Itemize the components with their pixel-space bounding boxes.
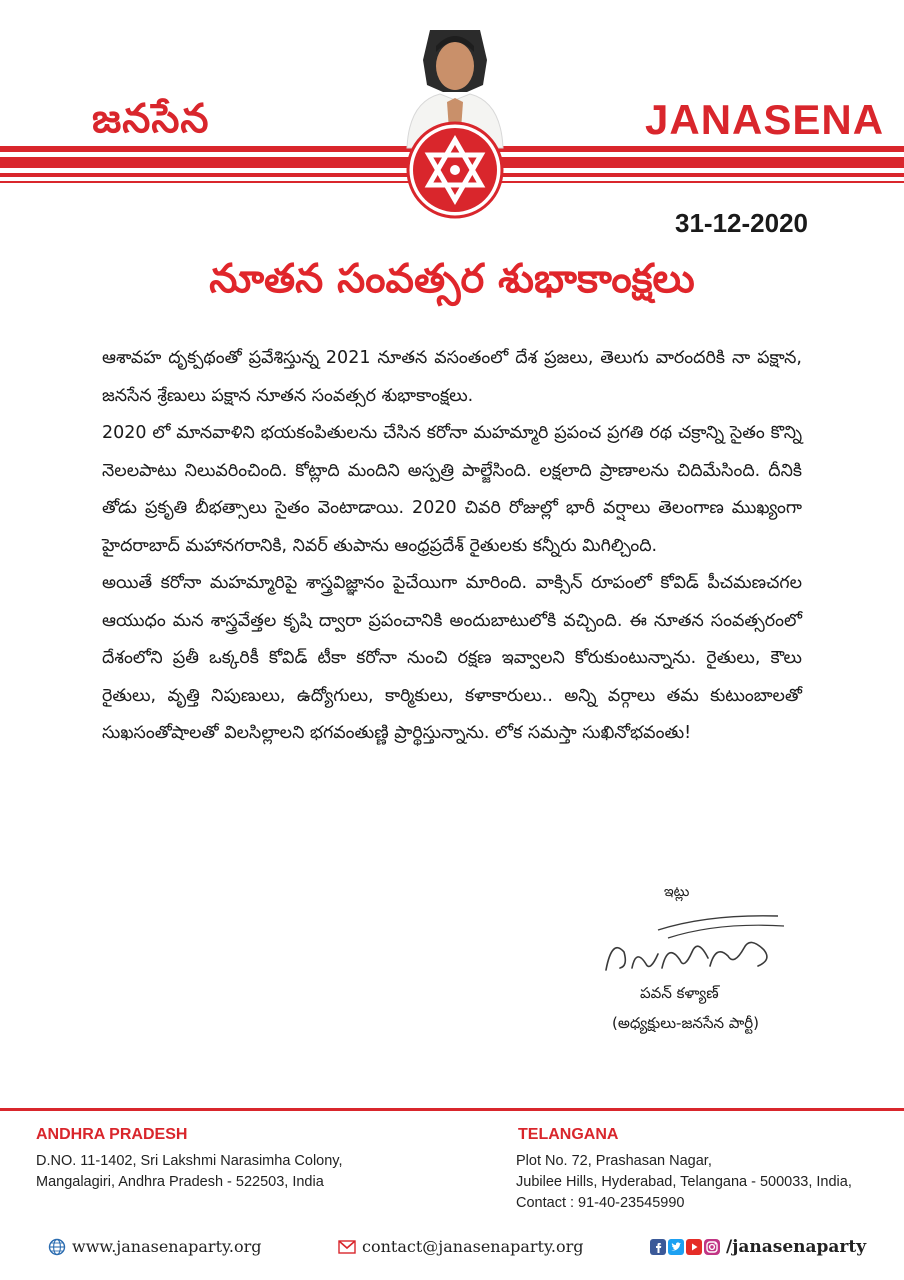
globe-icon: [48, 1238, 66, 1256]
letter-date: 31-12-2020: [675, 208, 808, 238]
body-paragraph: అయితే కరోనా మహమ్మారిపై శాస్త్రవిజ్ఞానం పైచేయిగా మారింది. వాక్సిన్ రూపంలో కోవిడ్ పీచమణచగల ఆయుధం మన శాస్త్రవేత్తల కృషి ద్వారా ప్రపంచానికి అందుబాటులోకి వచ్చింది. ఈ నూతన సంవత్సరంలో దేశంలోని ప్రతీ ఒక్కరికీ కోవిడ్ టీకా కరోనా నుంచి రక్షణ ఇవ్వాలని కోరుకుంటున్నాను. రైతులు, కౌలు రైతులు, వృత్తి నిపుణులు, ఉద్యోగులు, కార్మికులు, కళాకారులు.. అన్ని వర్గాలు తమ కుటుంబాలతో సుఖసంతోషాలతో విలసిల్లాలని భగవంతుణ్ణి ప్రార్థిస్తున్నాను. లోక సమస్తా సుఖినోభవంతు!: [102, 573, 802, 743]
footer-divider: [0, 1108, 904, 1111]
twitter-icon[interactable]: [668, 1239, 684, 1255]
tg-office-heading: TELANGANA: [518, 1126, 619, 1143]
janasena-english-logo: JANASENA: [645, 96, 885, 143]
instagram-icon[interactable]: [704, 1239, 720, 1255]
facebook-icon[interactable]: [650, 1239, 666, 1255]
youtube-icon[interactable]: [686, 1239, 702, 1255]
closing-salutation: ఇట్లు: [664, 884, 690, 900]
body-paragraph: ఆశావహ దృక్పథంతో ప్రవేశిస్తున్న 2021 నూతన వసంతంలో దేశ ప్రజలు, తెలుగు వారందరికి నా పక్షాన, జనసేన శ్రేణులు పక్షాన నూతన సంవత్సర శుభాకాంక్షలు.: [102, 348, 802, 406]
tg-address-line: Plot No. 72, Prashasan Nagar,: [516, 1153, 712, 1169]
body-paragraph: 2020 లో మానవాళిని భయకంపితులను చేసిన కరోనా మహమ్మారి ప్రపంచ ప్రగతి రథ చక్రాన్ని సైతం కొన్ని నెలలపాటు నిలువరించింది. కోట్లాది మందిని అస్పత్రి పాల్జేసింది. లక్షలాది ప్రాణాలను చిదిమేసింది. దీనికి తోడు ప్రకృతి బీభత్సాలు సైతం వెంటాడాయి. 2020 చివరి రోజుల్లో భారీ వర్షాలు తెలంగాణ ముఖ్యంగా హైదరాబాద్ మహానగరానికి, నివర్ తుపాను ఆంధ్రప్రదేశ్ రైతులకు కన్నీరు మిగిల్చింది.: [102, 423, 802, 556]
signer-title: (అధ్యక్షులు-జనసేన పార్టీ): [612, 1014, 760, 1032]
signer-name: పవన్ కళ్యాణ్: [640, 984, 719, 1002]
letter-body: [102, 340, 802, 753]
janasena-telugu-logo: జనసేన: [92, 96, 210, 142]
ap-address-line: Mangalagiri, Andhra Pradesh - 522503, India: [36, 1174, 324, 1190]
tg-contact-line: Contact : 91-40-23545990: [516, 1195, 685, 1211]
website-contact[interactable]: [48, 1237, 262, 1256]
ap-address-line: D.NO. 11-1402, Sri Lakshmi Narasimha Colony,: [36, 1153, 343, 1169]
email-contact[interactable]: [338, 1237, 584, 1256]
letter-headline: నూతన సంవత్సర శుభాకాంక్షలు: [209, 256, 695, 302]
tg-address-line: Jubilee Hills, Hyderabad, Telangana - 500033, India,: [516, 1174, 852, 1190]
social-handle[interactable]: /janasenaparty: [726, 1237, 867, 1257]
ap-office-heading: ANDHRA PRADESH: [36, 1126, 188, 1143]
email-link[interactable]: contact@janasenaparty.org: [362, 1237, 584, 1256]
leader-portrait-with-star-emblem: [395, 30, 515, 220]
handwritten-signature: [598, 908, 788, 988]
gmail-icon: [338, 1240, 356, 1254]
website-link[interactable]: www.janasenaparty.org: [72, 1237, 262, 1256]
social-contact[interactable]: [650, 1237, 866, 1257]
